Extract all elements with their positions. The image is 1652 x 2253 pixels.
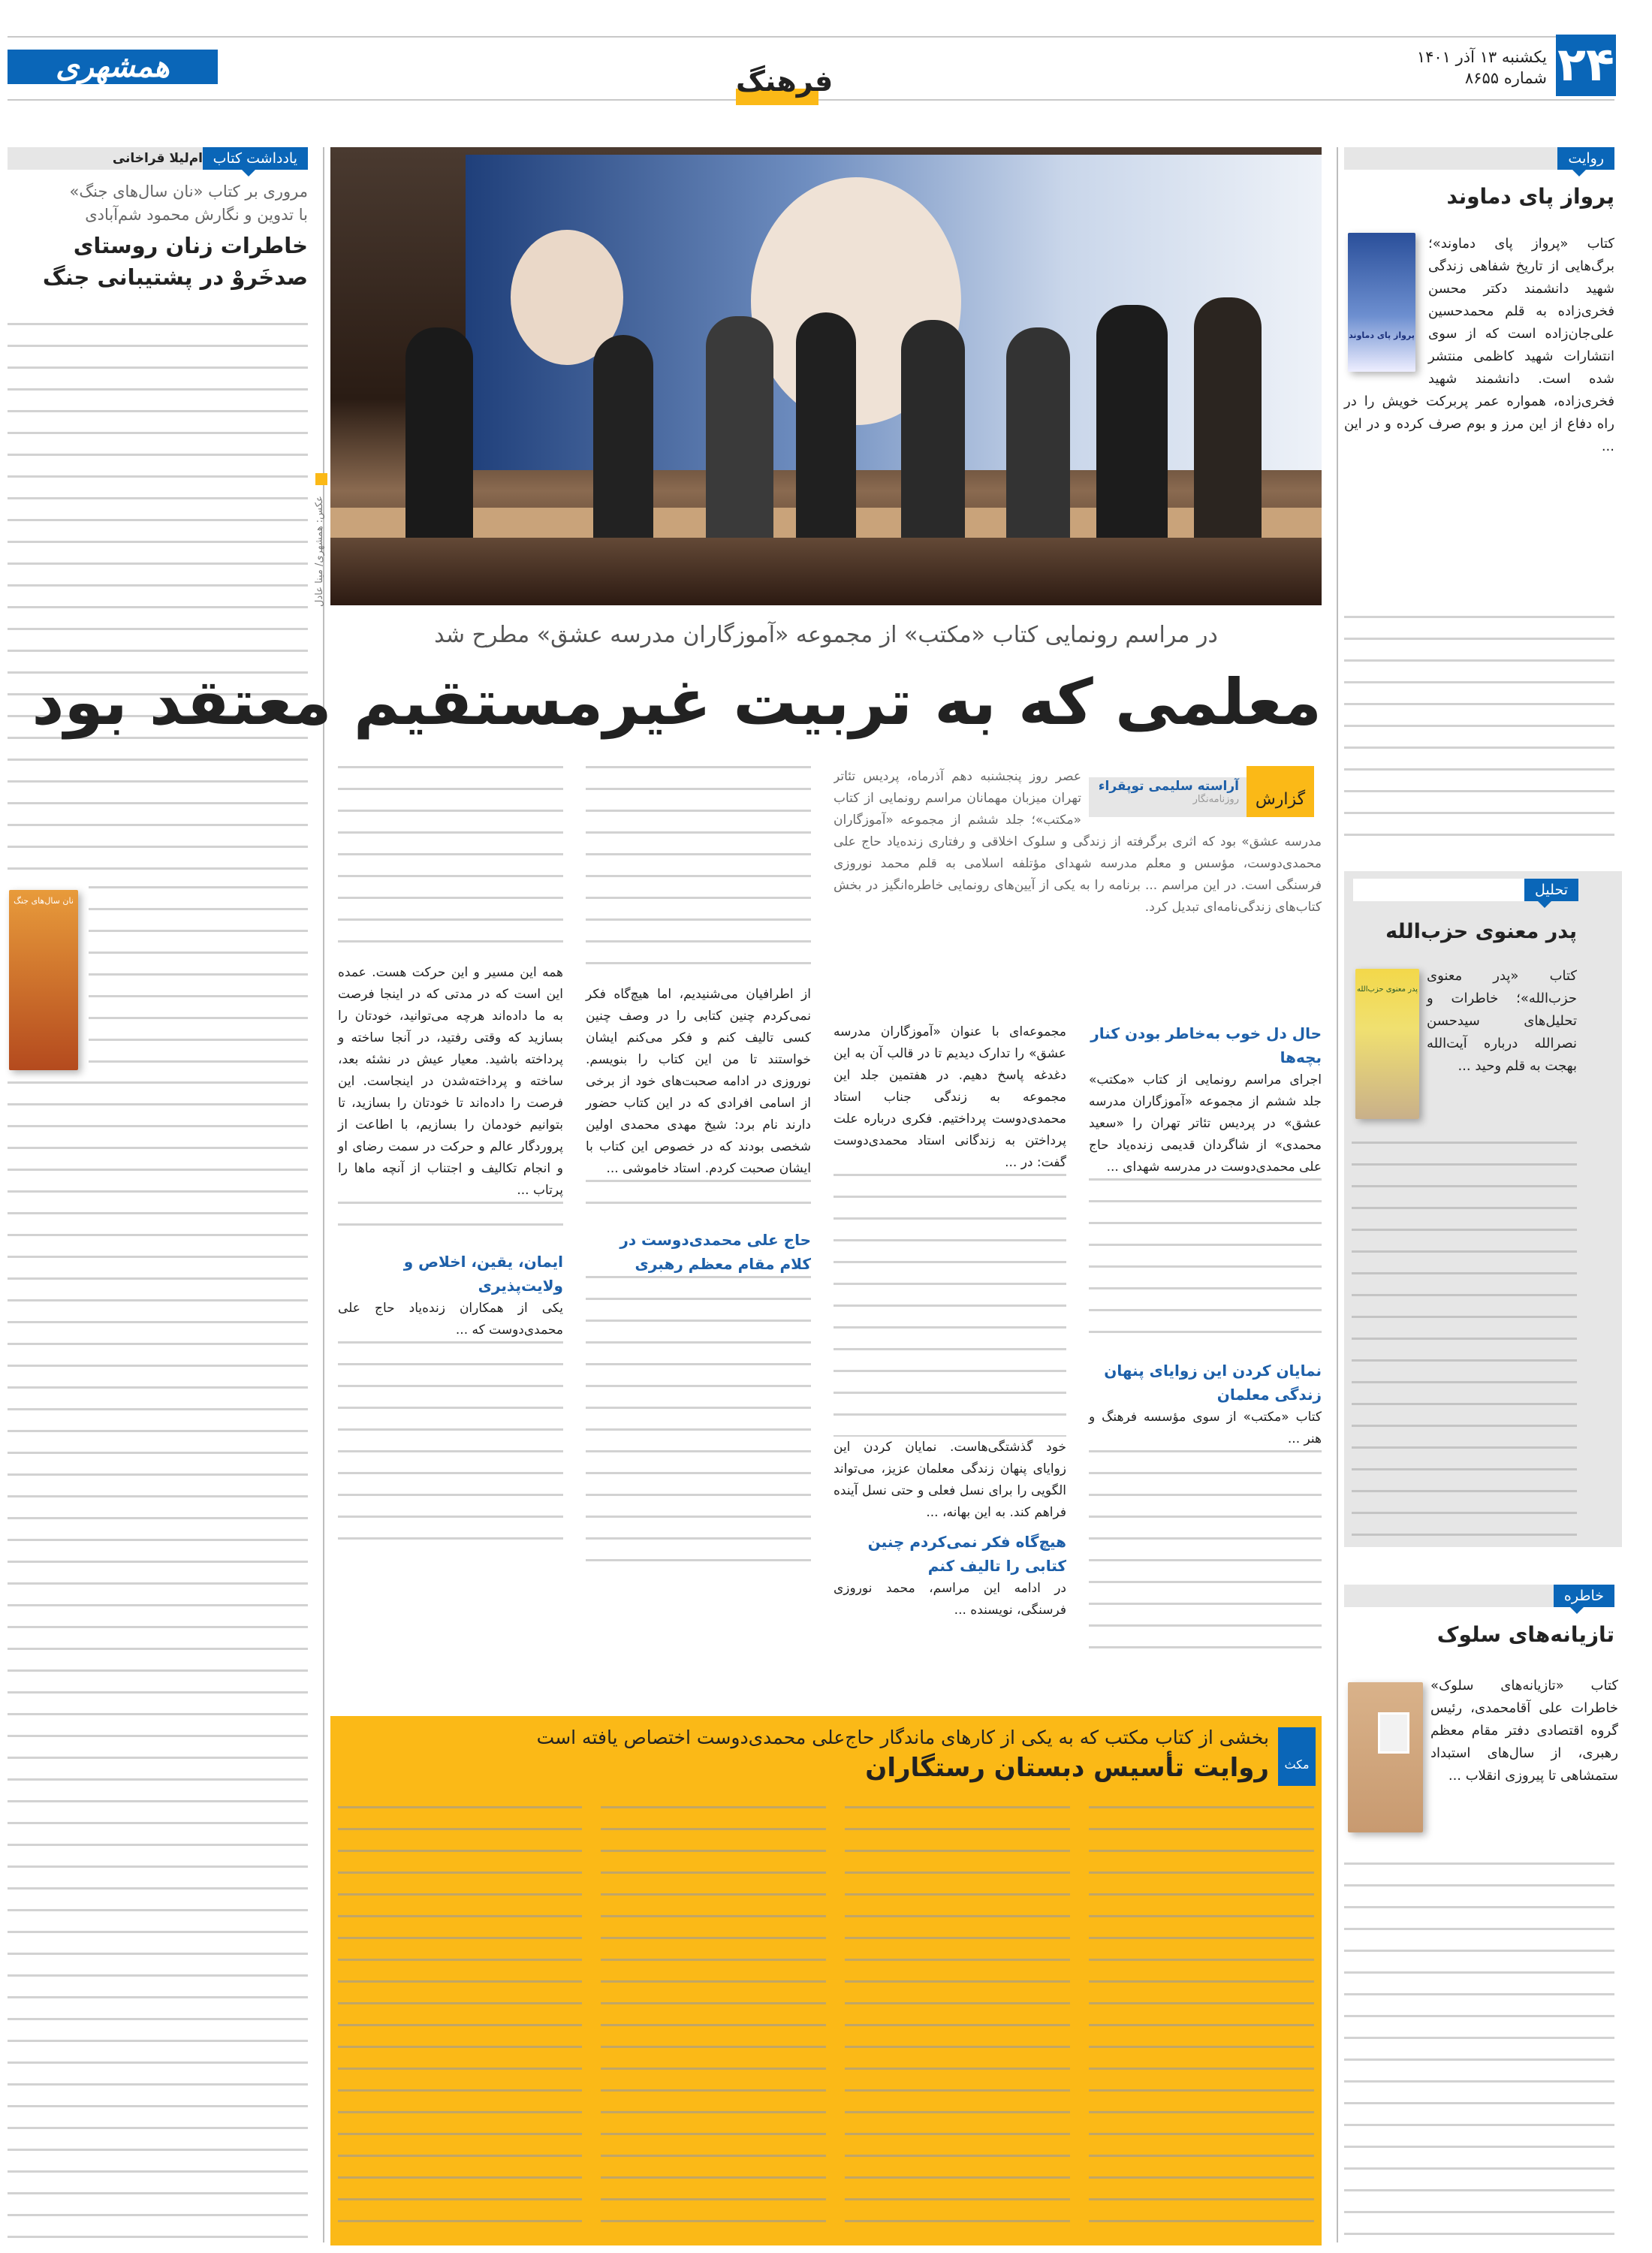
person [1006,327,1070,538]
book-cover-nan [9,890,78,1070]
headline: معلمی که به تربیت غیرمستقیم معتقد بود [32,665,1322,739]
story-text: کتاب «تازیانه‌های سلوک» خاطرات علی آقامحمدی، رئیس گروه اقتصادی دفتر مقام معظم رهبری، از سال‌های استبداد ستمشاهی تا پیروزی انقلاب ... [1430,1678,1618,1784]
column-divider [1337,147,1338,2242]
left-kicker [8,180,308,227]
person [1096,305,1168,538]
book-cover-hezbollah [1355,969,1419,1119]
story-text-lines [1344,616,1614,849]
left-section-tag: یادداشت کتاب [203,147,308,170]
section-title: فرهنگ [736,65,834,98]
body-paragraph: از اطرافیان می‌شنیدیم، اما هیچ‌گاه فکر نمی‌کردم چنین کتابی را در وصف چنین کسی تالیف کنم و فکر می‌کنم ایشان خواستند تا من این کتاب را بنویسم. نوروزی در ادامه صحبت‌های خود از برخی از اسامی افرادی که در این کتاب حضور دارند نام برد: شیخ مهدی محمدی اولین شخصی بودند که در خصوص این کتاب با ایشان صحبت کردم. استاد خاموشی ... [586,987,811,1176]
byline-role: روزنامه‌نگار [1192,794,1239,805]
body-column-1 [1089,1021,1322,1668]
boxed-title: روایت تأسیس دبستان رستگاران [865,1753,1269,1783]
body-paragraph: همه این مسیر و این حرکت هست. عمده این است که در مدتی که در اینجا فرصت به ما داده‌اند هرچه می‌توانید، خودتان را بسازید که وقتی رفتید، در آنجا ساخته و پرداخته باشید. معیار عیش در نشئه بعد، ساخته و پرداخته‌شدن در اینجاست. این فرصت را داده‌اند تا خودتان را بسازید، تا بتوانیم خودمان را بسازیم، با اطاعت از پروردگار عالم و حرکت در سمت رضای او و انجام تکالیف و اجتناب از آنچه ما‌ها را پرتاب ... [338,965,563,1198]
story-text [1344,233,1614,458]
subhead: نمایان کردن این زوایای پنهان زندگی معلمان [1104,1362,1322,1404]
left-kicker-line-1: مروری بر کتاب «نان سال‌های جنگ» [69,182,308,201]
story-text-content: کتاب «پرواز پای دماوند»؛ برگ‌هایی از تاریخ شفاهی زندگی شهید دانشمند دکتر محسن فخری‌زاده به قلم محمدحسین علی‌جان‌زاده است که از سوی انتشارات شهید کاظمی منتشر شده است. دانشمند شهید فخری‌زاده، همواره عمر پربرکت خویش را در راه دفاع از این مرز و بوم صرف کرده و در این ... [1344,236,1614,454]
person [1194,297,1262,538]
body-column-4 [338,766,563,1559]
analysis-tag-bar [1353,879,1578,901]
subhead: هیچ‌گاه فکر نمی‌کردم چنین کتابی را تالیف کنم [867,1533,1066,1575]
body-text-lines [338,1341,563,1559]
issue-info [1417,47,1547,89]
book-cover-tazianeha [1348,1682,1423,1832]
right-tag-bar-3 [1344,1585,1614,1607]
body-column-2 [834,1021,1066,1621]
byline-name[interactable]: آراسته سلیمی توپقراء [1098,779,1239,794]
subhead: حاج علی محمدی‌دوست در کلام مقام معظم رهبری [620,1231,811,1273]
boxed-excerpt [330,1716,1322,2245]
cover-photo [1378,1712,1409,1754]
body-text-lines [338,766,563,962]
column-divider [323,147,324,2242]
boxed-text-col [601,1806,826,2234]
byline-spacer [1081,766,1322,822]
issue-date: یکشنبه ۱۳ آذر ۱۴۰۱ [1416,48,1547,66]
right-tag-bar-1 [1344,147,1614,170]
tag-tahlil: تحلیل [1524,879,1578,901]
person [901,320,965,538]
body-paragraph: در ادامه این مراسم، محمد نوروزی فرسنگی، نویسنده ... [834,1581,1066,1618]
book-cover-title: پدر معنوی حزب‌الله [1356,985,1418,994]
boxed-text-col [1089,1806,1314,2234]
body-paragraph: کتاب «مکتب» از سوی مؤسسه فرهنگ و هنر ... [1089,1410,1322,1446]
page-number: ۲۴ [1556,35,1616,96]
person [405,327,473,538]
body-text-lines [586,766,811,984]
person [593,335,653,538]
left-heading-group [8,180,308,293]
left-body-text-wrap [89,886,308,1081]
body-text-lines [834,1174,1066,1437]
lead-paragraph [834,766,1322,1006]
body-text-lines [586,1276,811,1561]
body-text-lines [1089,1450,1322,1668]
story-text-lines [1344,1862,1614,2242]
photo-credit: عکس: همشهری/ مینا عادل [314,496,325,607]
issue-number: شماره ۸۶۵۵ [1464,69,1547,87]
left-tag-bar [8,147,308,170]
boxed-tag: مکث [1278,1727,1316,1786]
person [706,316,773,538]
body-paragraph: اجرای مراسم رونمایی از کتاب «مکتب» جلد ششم از مجموعه «آموزگاران مدرسه عشق» در پردیس تئاتر تهران را «سعید محمدی» از شاگردان قدیمی زنده‌یاد حاج علی محمدی‌دوست در مدرسه شهدای ... [1089,1072,1322,1175]
body-paragraph: مجموعه‌ای با عنوان «آموزگاران مدرسه عشق» را تدارک دیدیم تا در قالب آن به این دغدغه پاسخ دهیم. در هفتمین جلد این مجموعه به زندگی جناب استاد محمدی‌دوست پرداختیم. فکری درباره علت پرداختن به زندگانی استاد محمدی‌دوست گفت: در ... [834,1024,1066,1170]
lead-text: عصر روز پنجشنبه دهم آذرماه، پردیس تئاتر تهران میزبان مهمانان مراسم رونمایی از کتاب «مکتب»؛ جلد ششم از مجموعه «آموزگاران مدرسه عشق» بود که اثری برگرفته از زندگی و سلوک اخلاقی و رفتاری زنده‌یاد حاج علی محمدی‌دوست، مؤسس و معلم مدرسه شهدای مؤتلفه اسلامی به قلم محمد نوروزی فرسنگی است. در این مراسم ... برنامه را به یکی از آیین‌های رونمایی خاطره‌انگیز در بخش کتاب‌های زندگی‌نامه‌ای تبدیل کرد. [834,769,1322,915]
boxed-heading-group [368,1725,1269,1785]
headline-kicker: در مراسم رونمایی کتاب «مکتب» از مجموعه «آموزگاران مدرسه عشق» مطرح شد [434,622,1218,648]
body-paragraph: خود گذشتگی‌هاست. نمایان کردن این زوایای پنهان زندگی معلمان عزیز، می‌تواند الگویی را برای نسل فعلی و حتی نسل آینده فراهم کند. به این بهانه، ... [834,1440,1066,1520]
boxed-kicker: بخشی از کتاب مکتب که به یکی از کارهای ماندگار حاج‌علی محمدی‌دوست اختصاص یافته است [536,1727,1269,1748]
body-paragraph: یکی از همکاران زنده‌یاد حاج علی محمدی‌دوست که ... [338,1301,563,1338]
tag-khatere: خاطره [1554,1585,1614,1607]
body-text-lines [1089,1178,1322,1351]
body-column-3 [586,766,811,1561]
story-title: پدر معنوی حزب‌الله [1385,920,1577,943]
book-cover-title: پرواز پای دماوند [1349,330,1415,340]
boxed-text-col [845,1806,1070,2234]
report-label: گزارش [1247,766,1314,817]
subhead: حال دل خوب به‌خاطر بودن کنار بچه‌ها [1090,1024,1322,1066]
subhead: ایمان، یقین، اخلاص و ولایت‌پذیری [403,1253,563,1295]
body-text-lines [338,1202,563,1245]
analysis-box [1344,871,1622,1547]
story-title: پرواز پای دماوند [1446,184,1614,209]
boxed-text-col [338,1806,582,2234]
tag-revayat: روایت [1557,147,1614,170]
book-cover-title: نان سال‌های جنگ [14,896,74,906]
left-kicker-line-2: با تدوین و نگارش محمود شم‌آبادی [85,206,308,224]
header-top-rule [8,36,1614,38]
story-text: کتاب «پدر معنوی حزب‌الله»؛ خاطرات و تحلیل‌های سیدحسن نصرالله درباره آیت‌الله بهجت به قلم وحید ... [1427,968,1577,1074]
story-title: تازیانه‌های سلوک [1436,1622,1614,1647]
left-body-text-2 [8,1081,308,2242]
body-text-lines [586,1180,811,1223]
left-title: خاطرات زنان روستای صدخَروْ در پشتیبانی جنگ [42,233,308,290]
left-body-text [8,323,308,879]
image-spacer [1344,233,1428,383]
event-photo [330,147,1322,605]
person [796,312,856,538]
left-author: ام‌لیلا قراخانی [112,151,203,166]
photo-credit-marker [315,473,327,485]
story-text-lines [1352,1142,1577,1536]
newspaper-logo[interactable]: همشهری [8,50,218,84]
